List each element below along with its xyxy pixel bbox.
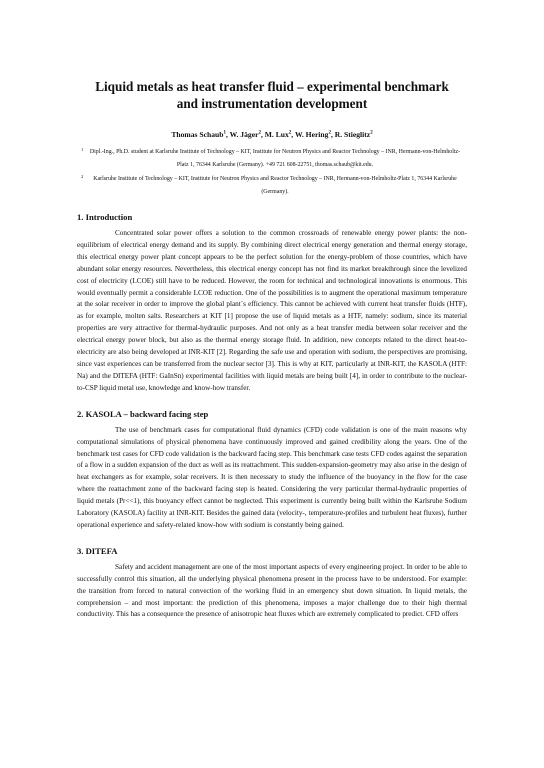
author xyxy=(335,130,373,139)
author-affiliation-mark: 2 xyxy=(328,130,331,136)
author: W. Jäger$^2$, xyxy=(229,130,265,139)
author: Thomas Schaub$^1$, xyxy=(171,130,230,139)
affiliation xyxy=(77,173,467,198)
section-body-kasola: The use of benchmark cases for computational fluid dynamics (CFD) code validation is one of the main reasons why computational simulations of physical phenomena have continuously improved and gained credibility along the years. One of the benchmark test cases for CFD code validation is the backward facing step. This benchmark case tests CFD codes against the separation of a flow in a sudden expansion of the duct as well as its reattachment. This sudden-expansion-geometry may also arise in the design of heat exchangers as for example, solar receivers. It is then necessary to study the influence of the buoyancy in the flow for the case where the reattachment zone of the backward facing step is heated. Considering the very particular thermal-hydraulic properties of liquid metals (Pr<<1), this buoyancy effect cannot be neglected. This experiment is currently being built within the Karlsruhe Sodium Laboratory (KASOLA) facility at INR-KIT. Besides the gained data (velocity-, temperature-profiles and turbulent heat fluxes), further operational experience and safety-related know-how with sodium is constantly being gained. xyxy=(77,425,467,529)
author-name: M. Lux xyxy=(264,130,289,139)
author-name: R. Stieglitz xyxy=(334,130,371,139)
section-heading-ditefa: 3. DITEFA xyxy=(77,545,118,556)
author-affiliation-mark: 2 xyxy=(370,130,373,136)
author-affiliation-mark: 1 xyxy=(223,130,226,136)
author-name: W. Jäger xyxy=(229,130,259,139)
author-affiliation-mark: 2 xyxy=(288,130,292,136)
author: M. Lux$^2$, xyxy=(264,130,295,139)
affiliation-mark: 1 xyxy=(81,147,84,152)
section-body-ditefa: Safety and accident management are one of the most important aspects of every engineering project. In order to be able to successfully control this situation, all the underlying physical phenomena present in the process have to be understood. For example: the transition from forced to natural convection of the working fluid in an emergency shut down situation. In liquid metals, the comprehension – and most important: the prediction of this phenomena, imposes a major challenge due to their high thermal conductivity. This has a consequence the presence of anisotropic heat fluxes which are extremely complicated to predict. CFD offers xyxy=(77,562,467,619)
affiliation xyxy=(77,146,467,171)
affiliation-mark: 2 xyxy=(81,174,84,179)
paper-title: Liquid metals as heat transfer fluid – experimental benchmark and instrumentation development xyxy=(95,79,449,111)
affiliation-text: Dipl.-Ing., Ph.D. student at Karlsruhe Institute of Technology – KIT, Institute for Neutron Physics and Reactor Technology – INR, Hermann-von-Helmholtz-Platz 1, 76344 Karlsruhe (Germany). +49 721 608-22751, thomas.schaub@kit.edu. xyxy=(89,149,461,168)
section-heading-kasola: 2. KASOLA – backward facing step xyxy=(77,408,209,419)
author: W. Hering$^2$, xyxy=(294,130,335,139)
author-name: Thomas Schaub xyxy=(171,130,224,139)
section-body-introduction: Concentrated solar power offers a solution to the common crossroads of renewable energy power plants: the non-equilibrium of electrical energy demand and its supply. By combining direct electrical energy generation and thermal energy storage, this electrical energy power plant concept appears to be the perfect solution for the energy-problem of those countries, which have abundant solar energy resources. Nevertheless, this electrical energy concept has not find its market breakthrough since the levelized cost of electricity (LCOE) still have to be reduced. However, the room for technical and technological innovations is enormous. This would eventually permit a considerable LCOE reduction. One of the possibilities is to augment the operational maximum temperature at the solar receiver in order to improve the global plant´s efficiency. This cannot be achieved with current heat transfer fluids (HTF), as for example, molten salts. Researchers at KIT [1] propose the use of liquid metals as a HTF, namely: sodium, since its material properties are very attractive for thermal-hydraulic purposes. And not only as a heat transfer media between solar receiver and the electrical energy power block, but also as the thermal energy storage fluid. In addition, new concepts related to the direct heat-to-electricity are also being developed at INR-KIT [2]. Regarding the safe use and operation with sodium, the perspectives are promising, since vast experiences can be transferred from the nuclear sector [3]. This is why at KIT, particularly at INR-KIT, the KASOLA (HTF: Na) and the DITEFA (HTF: GaInSn) experimental facilities with liquid metals are being built [4], in order to contribute to the nuclear-to-CSP liquid metal use, knowledge and know-how transfer. xyxy=(77,229,467,392)
author-list xyxy=(77,130,467,139)
author-name: W. Hering xyxy=(294,130,329,139)
section-heading-introduction: 1. Introduction xyxy=(77,212,133,222)
affiliation-text: Karlsruhe Institute of Technology – KIT, Institute for Neutron Physics and Reactor Technology – INR, Hermann-von-Helmholtz-Platz 1, 76344 Karlsruhe (Germany). xyxy=(93,176,457,195)
author-affiliation-mark: 2 xyxy=(258,130,261,136)
